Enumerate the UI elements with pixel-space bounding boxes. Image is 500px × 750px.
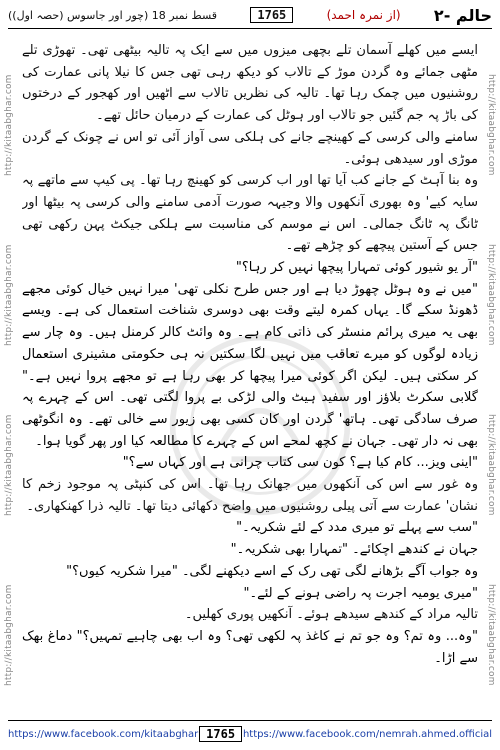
paragraph: سامنے والی کرسی کے کھینچے جانے کی ہلکی سی آواز آئی تو اس نے چونک کے گردن موڑی اور سیدھی ہوئی۔ — [22, 129, 478, 167]
story-text — [22, 40, 478, 700]
side-watermark-text: http://kitaabghar.com — [4, 244, 14, 346]
header-page-number: 1765 — [250, 7, 293, 23]
paragraph: وہ جواب آگے بڑھانے لگی تھی رک کے اسے دیکھنے لگی۔ "میرا شکریہ کیوں؟" — [66, 563, 478, 579]
side-watermark-text: http://kitaabghar.com — [4, 414, 14, 516]
author-name: (از نمرہ احمد) — [326, 8, 401, 22]
header-rule — [8, 28, 492, 29]
side-watermark-text: http://kitaabghar.com — [486, 244, 496, 346]
facebook-link-author[interactable]: https://www.facebook.com/nemrah.ahmed.official — [242, 728, 492, 740]
footer-rule — [8, 720, 492, 721]
page-footer — [8, 724, 492, 744]
paragraph: "آر یو شیور کوئی تمہارا پیچھا نہیں کر رہا؟" — [235, 260, 478, 276]
paragraph: "میں نے وہ ہوٹل چھوڑ دیا ہے اور جس طرح نکلی تھی' میرا نہیں خیال کوئی مجھے ڈھونڈ سکے گا۔ یہاں کمرہ لیتے وقت بھی دوسری شناخت استعمال کی ہے۔ ویسے بھی یہ میری پرائم منسٹر کی ذاتی کام ہے۔ وہ وائٹ کالر کرمنل ہیں۔ وہ چار سے زیادہ لوگوں کو میرے تعاقب میں نہیں لگا سکتیں نہ ہی حکومتی مشینری استعمال کر سکتی ہیں۔ لیکن اگر کوئی میرا پیچھا کر بھی رہا ہے تو مجھے پروا نہیں ہے۔" گلابی سکرٹ بلاؤز اور سفید ہیٹ والی لڑکی بے پروا لگتی تھی۔ اس کے چہرے پہ صرف سادگی تھی۔ ہاتھ' گردن اور کان کسی بھی زیور سے خالی تھے۔ وہ انگوٹھی بھی نہ دار تھی۔ جہان نے کچھ لمحے اس کے چہرے کا مطالعہ کیا اور پھر گویا ہوا۔ — [22, 281, 478, 449]
paragraph: "وہ... وہ تم؟ وہ جو تم نے کاغذ پہ لکھی تھی؟ وہ اب بھی چاہیے تمہیں؟" دماغ بھک سے اڑا۔ — [22, 628, 478, 666]
episode-label: قسط نمبر 18 (چور اور جاسوس (حصہ اول)) — [8, 8, 218, 22]
side-watermark-text: http://kitaabghar.com — [486, 584, 496, 686]
paragraph: "اینی ویز... کام کیا ہے؟ کون سی کتاب چرانی ہے اور کہاں سے؟" — [122, 455, 478, 471]
paragraph: وہ بنا آہٹ کے جانے کب آیا تھا اور اب کرسی کو کھینچ رہا تھا۔ پی کیپ سے ماتھے پہ سایہ کیے' وہ بھوری آنکھوں والا وجیہہ صورت آدمی سامنے والی کرسی پہ بیٹھا اور ٹانگ پہ ٹانگ جمالی۔ اس نے موسم کی مناسبت سے ہلکی جیکٹ پہن رکھی تھی جس کے آستین پیچھے کو چڑھے تھے۔ — [22, 173, 478, 254]
page-header — [8, 4, 492, 26]
paragraph: "سب سے پہلے تو میری مدد کے لئے شکریہ۔" — [236, 520, 478, 536]
left-side-watermark — [2, 40, 16, 720]
side-watermark-text: http://kitaabghar.com — [4, 74, 14, 176]
side-watermark-text: http://kitaabghar.com — [4, 584, 14, 686]
right-side-watermark — [484, 40, 498, 720]
paragraph: جہان نے کندھے اچکائے۔ "تمہارا بھی شکریہ۔" — [230, 542, 478, 558]
paragraph: تالیہ مراد کے کندھے سیدھے ہوئے۔ آنکھیں پوری کھلیں۔ — [184, 607, 478, 623]
paragraph: وہ غور سے اس کی آنکھوں میں جھانک رہا تھا۔ اس کی کنپٹی پہ موجود زخم کا نشان' عمارت سے آتی پیلی روشنیوں میں واضح دکھائی دیتا تھا۔ تالیہ ذرا کھنکھاری۔ — [22, 477, 478, 514]
side-watermark-text: http://kitaabghar.com — [486, 414, 496, 516]
paragraph: ایسے میں کھلے آسمان تلے بچھی میزوں میں سے ایک پہ تالیہ بیٹھی تھی۔ تھوڑی تلے مٹھی جمائے وہ گردن موڑ کے تالاب کو دیکھ رہی تھی جس کا نیلا پانی عمارت کی روشنیوں میں چمک رہا تھا۔ تالیہ کی نظریں تالاب سے اٹھیں اور کھجور کے درختوں کی باڑ پہ جم گئیں جو تالاب اور ہوٹل کی عمارت کے درمیان حائل تھے۔ — [22, 43, 478, 124]
footer-page-number: 1765 — [199, 726, 242, 742]
facebook-link-kitaabghar[interactable]: https://www.facebook.com/kitaabghar — [8, 728, 199, 740]
paragraph: "میری یومیہ اجرت پہ راضی ہونے کے لئے۔" — [243, 585, 478, 601]
novel-title: حالم -۲ — [433, 5, 492, 25]
side-watermark-text: http://kitaabghar.com — [486, 74, 496, 176]
